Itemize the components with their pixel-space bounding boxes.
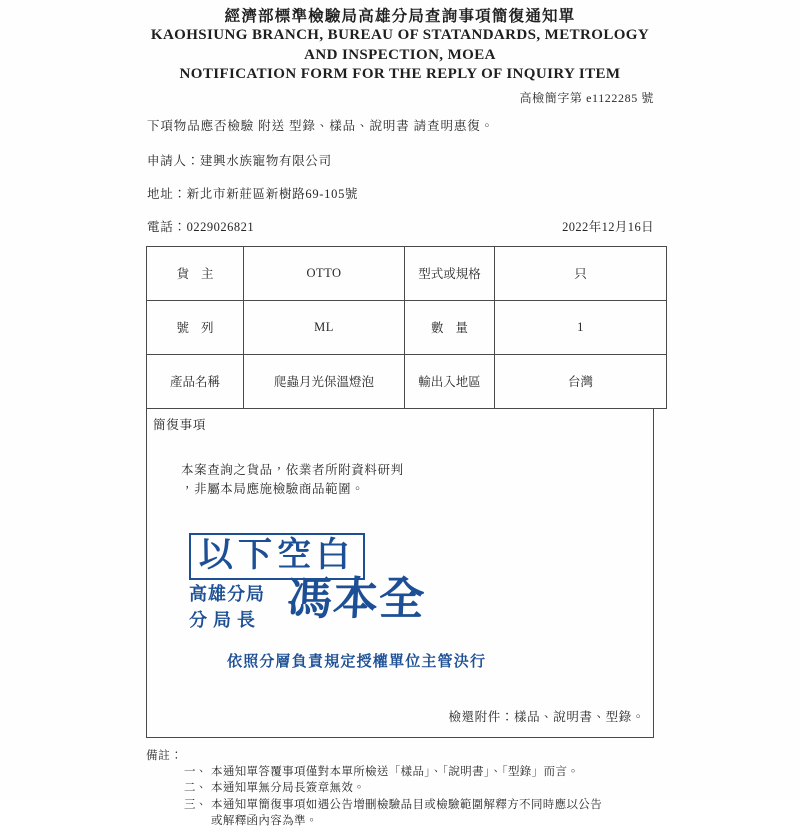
stamp-delegation-note: 依照分層負責規定授權單位主管決行 [227,652,487,671]
spec-label: 型式或規格 [418,267,481,282]
stamp-boxed-text: 以下空白 [189,533,365,580]
table-row [147,246,667,300]
note-number: 三、 [184,798,207,811]
table-row [147,354,667,408]
spec-value: 只 [574,267,587,282]
address-value: 新北市新莊區新樹路69-105號 [186,186,359,201]
reply-section-title: 簡復事項 [153,417,207,432]
reply-body [181,461,404,500]
reply-body-line1: 本案查詢之貨品，依業者所附資料研判 [181,462,404,477]
note-text: 本通知單簡復事項如遇公告增刪檢驗品目或檢驗範圍解釋方不同時應以公告 [211,798,603,811]
stamp-signature-row [189,572,486,648]
owner-label: 貨主 [176,267,226,282]
returned-attachments: 檢還附件：樣品、說明書、型錄。 [448,709,645,724]
stamp-office-line1: 高雄分局 [189,584,265,606]
region-label: 輸出入地區 [418,375,481,390]
list-item [184,764,666,780]
page-title-english-line2: AND INSPECTION, MOEA [304,46,496,63]
cell-spec-label [405,246,495,300]
owner-value: OTTO [306,265,342,280]
region-value: 台灣 [567,375,593,390]
lead-instruction: 下項物品應否檢驗 附送 型錄、樣品、說明書 請查明惠復。 [147,118,495,133]
cell-quantity-label [405,300,495,354]
cell-product-value [244,354,405,408]
applicant-line [147,151,654,169]
cell-owner-label [147,246,244,300]
address-label: 地址： [147,186,187,201]
tariff-value: ML [314,319,334,334]
quantity-label: 數量 [430,321,480,336]
applicant-label: 申請人： [147,153,200,168]
cell-region-label [405,354,495,408]
note-text: 本通知單答覆事項僅對本單所檢送「樣品」、「說明書」、「型錄」而言。 [211,765,580,778]
item-details-table [146,246,667,409]
table-row [147,300,667,354]
meta-block [0,116,800,235]
note-number: 二、 [184,782,207,795]
product-label: 產品名稱 [169,375,220,390]
document-number: 高檢簡字第 e1122285 號 [519,90,654,105]
page-title-chinese: 經濟部標準檢驗局高雄分局查詢事項簡復通知單 [224,8,576,25]
cell-quantity-value [495,300,667,354]
cell-region-value [495,354,667,408]
official-stamp [189,533,486,671]
note-text: 本通知單無分局長簽章無效。 [211,782,366,795]
quantity-value: 1 [577,319,584,334]
document-header [0,0,800,84]
tariff-label: 號列 [176,321,226,336]
stamp-signature-name: 馮本全 [285,572,427,626]
stamp-office-text [189,582,265,634]
reply-body-line2: ，非屬本局應施檢驗商品範圍。 [181,482,365,497]
address-line [147,184,654,202]
list-item [184,780,666,796]
document-date: 2022年12月16日 [562,219,654,234]
phone-group [147,217,254,235]
page-title-english-line3: NOTIFICATION FORM FOR THE REPLY OF INQUIRY ITEM [179,65,621,82]
cell-product-label [147,354,244,408]
phone-and-date-line [147,217,654,235]
reply-section [146,409,654,738]
cell-tariff-value [244,300,405,354]
note-number: 一、 [184,765,207,778]
product-value: 爬蟲月光保溫燈泡 [273,375,374,390]
list-item [184,797,666,813]
page-title-english-line1: KAOHSIUNG BRANCH, BUREAU OF STATANDARDS, METROLOGY [150,27,650,44]
cell-spec-value [495,246,667,300]
applicant-value: 建興水族寵物有限公司 [199,153,332,168]
notes-title: 備註： [146,749,183,762]
footer-notes [146,747,666,829]
stamp-office-line2: 分局長 [189,610,261,632]
note-continuation: 或解釋函內容為準。 [211,814,318,827]
phone-value: 0229026821 [186,219,255,234]
phone-label: 電話： [147,219,187,234]
cell-owner-value [244,246,405,300]
cell-tariff-label [147,300,244,354]
